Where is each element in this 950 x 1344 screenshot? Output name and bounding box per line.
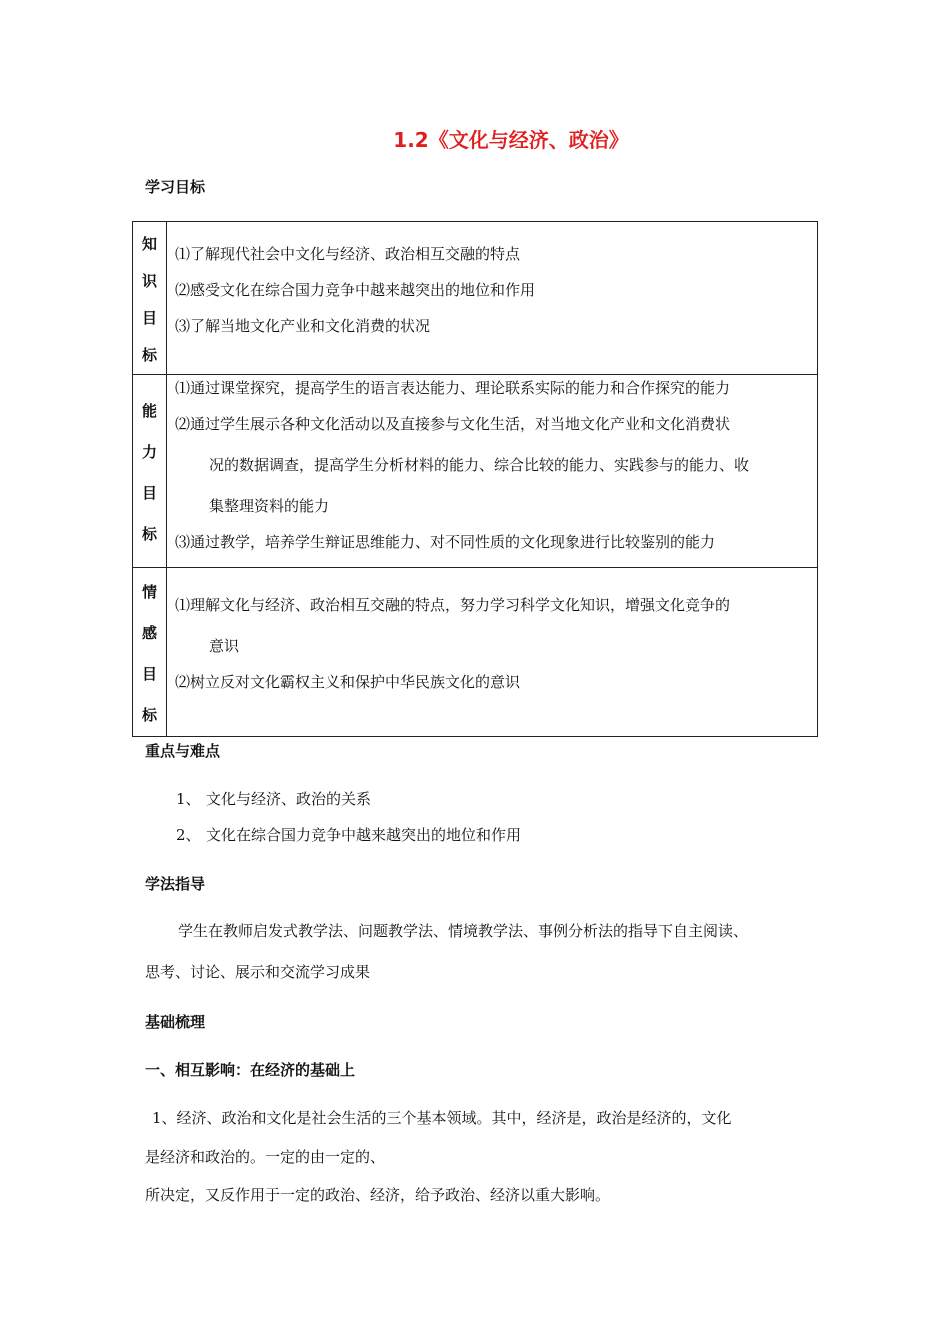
goal-line: ⑴理解文化与经济、政治相互交融的特点，努力学习科学文化知识，增强文化竞争的 — [175, 596, 731, 614]
category-char: 识 — [141, 272, 157, 290]
goal-line: ⑶通过教学，培养学生辩证思维能力、对不同性质的文化现象进行比较鉴别的能力 — [175, 533, 716, 551]
section-heading-method: 学法指导 — [145, 875, 206, 893]
goal-line: ⑶了解当地文化产业和文化消费的状况 — [175, 317, 431, 335]
category-char: 标 — [141, 706, 157, 724]
basics-paragraph-line: 1、经济、政治和文化是社会生活的三个基本领域。其中，经济是，政治是经济的，文化 — [152, 1109, 732, 1127]
basics-paragraph-line: 所决定，又反作用于一定的政治、经济，给予政治、经济以重大影响。 — [145, 1186, 611, 1204]
category-char: 知 — [141, 235, 157, 253]
knowledge-goals-cell — [167, 222, 818, 375]
section-heading-key-points: 重点与难点 — [145, 742, 221, 760]
list-text: 文化在综合国力竞争中越来越突出的地位和作用 — [206, 826, 522, 844]
table-row — [133, 375, 818, 568]
goal-line: ⑵感受文化在综合国力竞争中越来越突出的地位和作用 — [175, 281, 536, 299]
category-char: 目 — [141, 484, 157, 502]
category-emotion — [133, 568, 167, 737]
category-knowledge — [133, 222, 167, 375]
emotion-goals-cell — [167, 568, 818, 737]
basics-paragraph-line: 是经济和政治的。一定的由一定的、 — [145, 1148, 386, 1166]
list-number: 2、 — [176, 826, 201, 844]
page-title: 1.2《文化与经济、政治》 — [393, 128, 629, 152]
goal-line: ⑴通过课堂探究，提高学生的语言表达能力、理论联系实际的能力和合作探究的能力 — [175, 379, 731, 397]
category-char: 力 — [141, 443, 157, 461]
goal-line: ⑵树立反对文化霸权主义和保护中华民族文化的意识 — [175, 673, 521, 691]
list-number: 1、 — [176, 790, 201, 808]
table-row — [133, 222, 818, 375]
list-item — [176, 824, 521, 845]
method-paragraph-line: 学生在教师启发式教学法、问题教学法、情境教学法、事例分析法的指导下自主阅读、 — [178, 922, 749, 940]
category-char: 感 — [141, 624, 157, 642]
table-row — [133, 568, 818, 737]
method-paragraph-line: 思考、讨论、展示和交流学习成果 — [145, 963, 371, 981]
category-char: 标 — [141, 525, 157, 543]
goals-table — [132, 221, 818, 737]
subsection-heading: 一、相互影响：在经济的基础上 — [145, 1061, 356, 1079]
goal-line: ⑵通过学生展示各种文化活动以及直接参与文化生活，对当地文化产业和文化消费状 — [175, 415, 731, 433]
category-char: 目 — [141, 665, 157, 683]
section-heading-basics: 基础梳理 — [145, 1013, 206, 1031]
category-ability — [133, 375, 167, 568]
category-char: 目 — [141, 309, 157, 327]
ability-goals-cell — [167, 375, 818, 568]
goal-line: 集整理资料的能力 — [209, 497, 330, 515]
goal-line: 况的数据调查，提高学生分析材料的能力、综合比较的能力、实践参与的能力、收 — [209, 456, 750, 474]
goal-line: 意识 — [209, 637, 240, 655]
category-char: 情 — [141, 583, 157, 601]
goal-line: ⑴了解现代社会中文化与经济、政治相互交融的特点 — [175, 245, 521, 263]
category-char: 能 — [141, 402, 157, 420]
category-char: 标 — [141, 346, 157, 364]
section-heading-goals: 学习目标 — [145, 178, 206, 196]
list-item — [176, 788, 371, 809]
list-text: 文化与经济、政治的关系 — [206, 790, 372, 808]
